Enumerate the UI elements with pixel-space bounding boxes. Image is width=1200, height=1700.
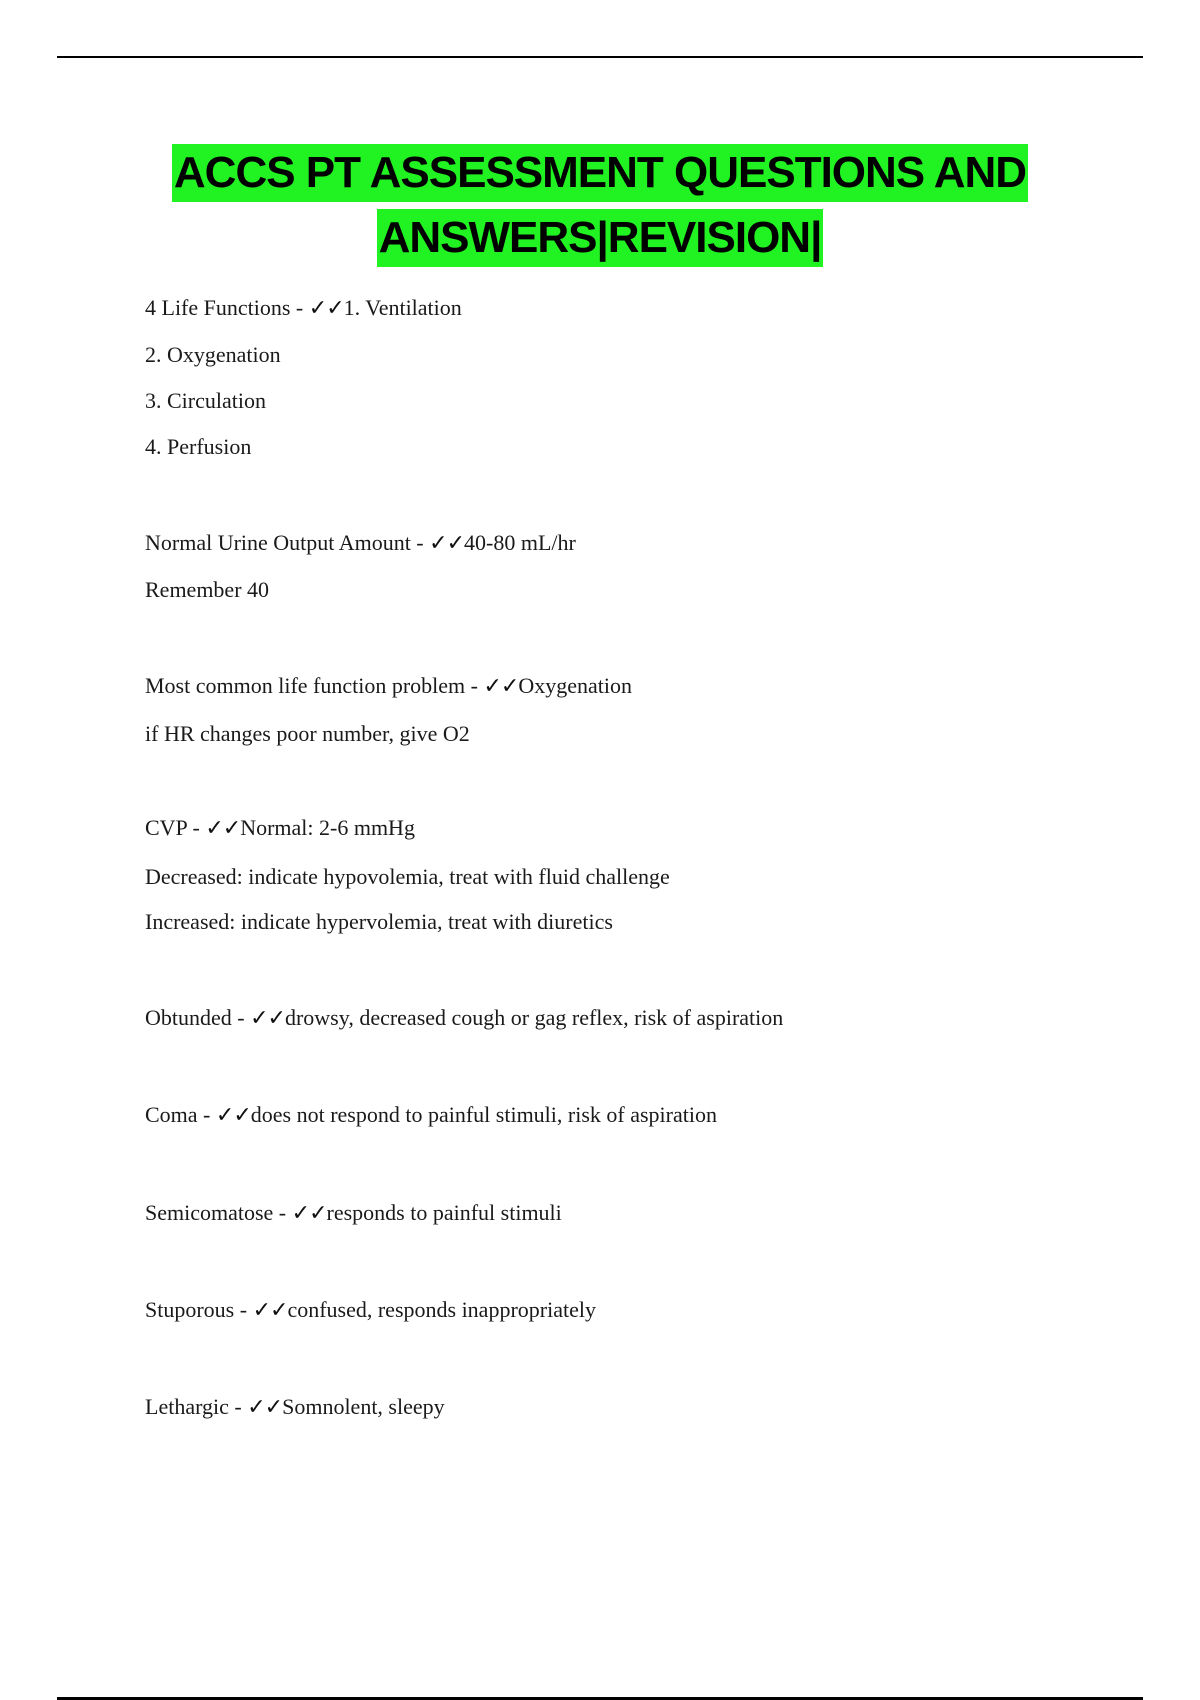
qa-term: Coma - — [145, 1102, 216, 1127]
document-title — [0, 144, 1200, 267]
qa-entry-obtunded — [145, 1005, 783, 1032]
qa-answer: responds to painful stimuli — [326, 1200, 562, 1225]
title-line-1: ACCS PT ASSESSMENT QUESTIONS AND — [172, 144, 1028, 202]
top-rule — [57, 56, 1143, 58]
qa-extra-line: Increased: indicate hypervolemia, treat with diuretics — [145, 909, 613, 934]
qa-extra-line: 3. Circulation — [145, 388, 266, 413]
qa-answer: does not respond to painful stimuli, risk of aspiration — [250, 1102, 717, 1127]
qa-entry-stuporous — [145, 1297, 596, 1324]
check-icon: ✓✓ — [429, 531, 465, 556]
qa-extra-line: Decreased: indicate hypovolemia, treat with fluid challenge — [145, 864, 670, 889]
qa-answer: Normal: 2-6 mmHg — [240, 815, 415, 840]
qa-answer: 1. Ventilation — [343, 295, 462, 320]
qa-extra-line: if HR changes poor number, give O2 — [145, 721, 470, 746]
check-icon: ✓✓ — [291, 1201, 327, 1226]
qa-entry-semicomatose — [145, 1200, 562, 1227]
qa-extra-line: 2. Oxygenation — [145, 342, 281, 367]
qa-entry-coma — [145, 1102, 717, 1129]
qa-term: Stuporous - — [145, 1297, 253, 1322]
qa-answer: Oxygenation — [518, 673, 633, 698]
check-icon: ✓✓ — [215, 1103, 251, 1128]
check-icon: ✓✓ — [483, 674, 519, 699]
qa-term: Obtunded - — [145, 1005, 251, 1030]
check-icon: ✓✓ — [308, 296, 344, 321]
check-icon: ✓✓ — [250, 1006, 285, 1031]
qa-extra-line: Remember 40 — [145, 577, 270, 602]
qa-entry-life-functions — [145, 295, 462, 322]
qa-term: Semicomatose - — [145, 1200, 292, 1225]
qa-answer: confused, responds inappropriately — [287, 1297, 596, 1322]
qa-entry-urine-output — [145, 530, 576, 557]
qa-answer: 40-80 mL/hr — [464, 530, 576, 555]
check-icon: ✓✓ — [205, 816, 241, 841]
title-line-2: ANSWERS|REVISION| — [377, 209, 824, 267]
qa-entry-lethargic — [145, 1394, 445, 1421]
qa-extra-line: 4. Perfusion — [145, 434, 252, 459]
qa-term: Normal Urine Output Amount - — [145, 530, 430, 555]
check-icon: ✓✓ — [247, 1395, 283, 1420]
qa-term: CVP - — [145, 815, 206, 840]
qa-answer: Somnolent, sleepy — [282, 1394, 445, 1419]
qa-answer: drowsy, decreased cough or gag reflex, risk of aspiration — [284, 1005, 784, 1030]
qa-entry-common-problem — [145, 673, 632, 700]
qa-term: 4 Life Functions - — [145, 295, 309, 320]
check-icon: ✓✓ — [252, 1298, 288, 1323]
qa-term: Most common life function problem - — [145, 673, 484, 698]
qa-term: Lethargic - — [145, 1394, 248, 1419]
qa-entry-cvp — [145, 815, 415, 842]
